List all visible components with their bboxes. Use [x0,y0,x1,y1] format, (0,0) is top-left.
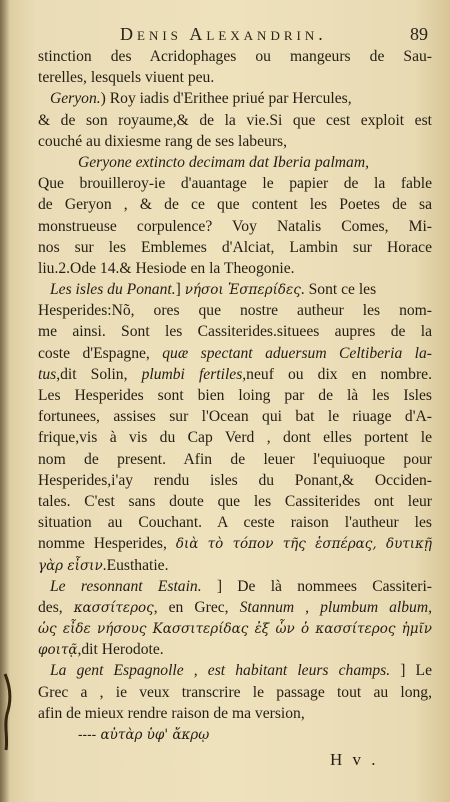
text-line [38,639,432,660]
text-span: tales. C'est sans doute que les Cassiterides ont leur [38,492,432,510]
text-line [38,321,432,342]
text-span: Hesperides,i'ay rendu isles du Ponant,& Occiden- [38,471,432,489]
text-line [38,88,432,109]
text-span: ] Le [390,662,432,680]
text-span: .Eusthatie. [102,556,169,574]
page-header [38,22,430,48]
greek-text: ὡς εἶδε νήσους Κασσιτερίδας ἐξ ὧν ὁ κασσίτερος ἡμῖν [38,621,432,638]
italic-text: Geryon. [50,90,101,108]
text-line [38,300,432,321]
text-line [38,279,432,300]
text-span: liu.2.Ode 14.& Hesiode en la Theogonie. [38,259,295,277]
italic-text: tus [38,365,57,383]
text-span: , en Grec, [153,598,240,616]
text-line [38,512,432,533]
text-span: nomme Hesperides, [38,535,176,553]
text-span: ,dit Herodote. [77,641,164,659]
text-span: de Geryon , & de ce que content les Poetes de sa [38,196,432,214]
text-line [38,258,432,279]
text-line [38,660,432,681]
text-line [38,533,432,554]
text-span: ] De là nommees Cassiteri- [201,577,432,595]
text-span: couché au dixiesme rang de ses labeurs, [38,132,287,150]
text-line [38,216,432,237]
page-number: 89 [410,24,428,44]
text-line [38,131,432,152]
text-line [38,406,432,427]
greek-text: γὰρ εἶσιν [38,557,103,574]
greek-text: νήσοι Ἑσπερίδες [184,282,301,299]
text-span: me ainsi. Sont les Cassiterides.situees aupres de la [38,323,432,341]
text-line [38,703,432,724]
text-span: & de son royaume,& de la vie.Si que cest exploit est [38,111,432,129]
text-span: nos sur les Emblemes d'Alciat, Lambin sur Horace [38,238,432,256]
text-line [38,618,432,639]
italic-text: Geryone extincto decimam dat Iberia palmam, [78,153,370,171]
catchword: H v . [330,750,379,769]
text-line [38,152,432,173]
body-text [38,46,432,745]
greek-text: κασσίτερος [73,599,154,616]
text-line [38,470,432,491]
text-span: Les Hesperides sont bien loing par de là les Isles [38,387,432,404]
text-span: stinction des Acridophages ou mangeurs de Sau- [38,48,432,65]
text-span: fortunees, assises sur l'Ocean qui bat le riuage d'A- [38,408,432,426]
text-span: Grec a , ie veux transcrire le passage tout au long, [38,683,432,701]
italic-text: Le resonnant Estain. [50,577,202,595]
text-span: nom de present. Afin de leuer l'equiuoque pour [38,450,432,468]
text-span: ) Roy iadis d'Erithee priué par Hercules, [100,90,352,108]
text-line [38,237,432,258]
text-line [38,364,432,385]
text-line [38,343,432,364]
text-line [38,597,432,618]
text-line [38,46,432,67]
text-line [38,576,432,597]
greek-text: ---- αὐτὰρ ὑφ' ἄκρῳ [78,727,210,743]
text-span: ,dit Solin, [56,365,142,383]
text-line [38,173,432,194]
italic-text: Stannum , plumbum album, [239,598,432,616]
text-line [38,427,432,448]
italic-text: quæ spectant aduersum Celtiberia la- [162,344,432,362]
text-span: des, [38,598,74,616]
text-span: frique,vis à vis du Cap Verd , dont elles portent le [38,429,432,447]
italic-text: La gent Espagnolle , est habitant leurs champs. [50,662,391,680]
text-line [38,449,432,470]
text-span: coste d'Espagne, [38,344,163,362]
text-span: ,neuf ou dix en nombre. [242,365,432,383]
italic-text: plumbi fertiles [141,365,243,383]
running-head: Denis Alexandrin. [120,24,327,44]
greek-text: φοιτᾷ [38,642,78,659]
text-line [38,110,432,131]
text-span: situation au Couchant. A ceste raison l'autheur les [38,514,432,532]
text-span: terelles, lesquels viuent peu. [38,69,215,87]
text-span: . Sont ce les [300,281,377,299]
text-line [38,724,432,745]
text-line [38,682,432,703]
text-span: ] [175,281,185,299]
greek-text: διὰ τὸ τόπον τῆς ἑσπέρας, δυτικῇ [175,536,432,553]
text-span: afin de mieux rendre raison de ma version, [38,704,305,722]
italic-text: Les isles du Ponant. [50,281,176,299]
text-line [38,491,432,512]
text-line [38,67,432,88]
text-span: Hesperides:Nõ, ores que nostre autheur les nom- [38,302,432,320]
text-span: Que brouilleroy-ie d'auantage le papier de la fable [38,175,432,193]
text-line [38,385,432,406]
margin-ink-mark [2,672,12,752]
text-span: monstrueuse corpulence? Voy Natalis Comes, Mi- [38,217,432,235]
text-line [38,555,432,576]
text-line [38,194,432,215]
